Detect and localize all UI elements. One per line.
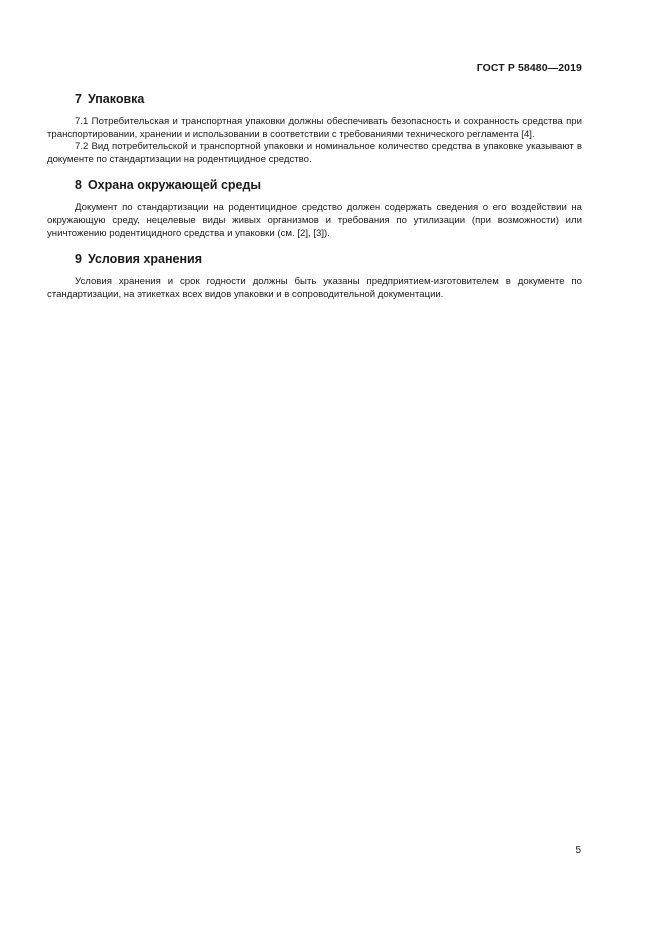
section-storage bbox=[47, 250, 582, 301]
section-title bbox=[75, 90, 582, 108]
document-code-header: ГОСТ Р 58480—2019 bbox=[476, 62, 582, 74]
section-packaging bbox=[47, 90, 582, 166]
section-title-text: Условия хранения bbox=[87, 252, 203, 267]
page-number: 5 bbox=[575, 845, 581, 856]
paragraph-8: Документ по стандартизации на родентицидное средство должен содержать сведения о его воздействии на окружающую среду, нецелевые виды живых организмов и требования по утилизации (при возможности) или уничтожению родентицидного средства и упаковки (см. [2], [3]). bbox=[47, 202, 582, 239]
document-body bbox=[47, 90, 582, 311]
section-number: 8 bbox=[75, 178, 82, 193]
section-environment bbox=[47, 176, 582, 240]
paragraph-9: Условия хранения и срок годности должны быть указаны предприятием-изготовителем в документе по стандартизации, на этикетках всех видов упаковки и в сопроводительной документации. bbox=[47, 276, 582, 300]
section-title bbox=[75, 250, 582, 268]
paragraph-7-2: 7.2 Вид потребительской и транспортной упаковки и номинальное количество средства в упаковке указывают в документе по стандартизации на родентицидное средство. bbox=[47, 141, 582, 165]
section-title bbox=[75, 176, 582, 194]
section-title-text: Упаковка bbox=[87, 92, 145, 106]
section-number: 9 bbox=[75, 252, 82, 267]
section-title-text: Охрана окружающей среды bbox=[87, 178, 262, 193]
section-number: 7 bbox=[75, 92, 82, 106]
paragraph-7-1: 7.1 Потребительская и транспортная упаковки должны обеспечивать безопасность и сохранность средства при транспортировании, хранении и использовании в соответствии с требованиями технического регламента [4]. bbox=[47, 116, 582, 140]
